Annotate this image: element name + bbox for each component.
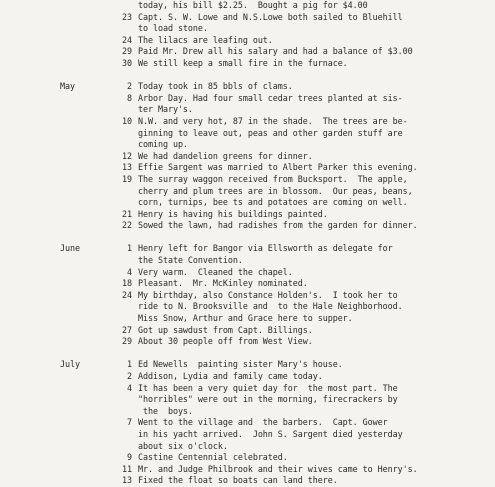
diary-line — [0, 220, 465, 232]
day-number: 24 — [122, 34, 132, 45]
diary-line — [0, 290, 465, 302]
diary-line — [0, 151, 465, 163]
entry-text: to load stone. — [138, 23, 208, 34]
month-label — [0, 58, 118, 70]
day-number — [118, 441, 138, 453]
month-label: June — [60, 243, 80, 254]
day-number: 13 — [122, 162, 132, 173]
entry-text: Capt. S. W. Lowe and N.S.Lowe both sailed to Bluehill — [138, 11, 403, 22]
diary-line — [0, 197, 465, 209]
diary-line — [0, 46, 465, 58]
day-number: 27 — [122, 324, 132, 335]
entry-text: Today took in 85 bbls of clams. — [138, 81, 293, 92]
month-label — [0, 209, 118, 221]
day-number: 23 — [122, 11, 132, 22]
month-label — [0, 441, 118, 453]
diary-line — [0, 35, 465, 47]
entry-text: Miss Snow, Arthur and Grace here to supper. — [138, 313, 353, 324]
diary-line — [0, 243, 465, 255]
month-label — [0, 0, 118, 12]
month-label — [0, 452, 118, 464]
entry-text: Mr. and Judge Philbrook and their wives came to Henry's. — [138, 463, 418, 474]
month-label — [0, 267, 118, 279]
diary-line — [0, 429, 465, 441]
diary-line — [0, 417, 465, 429]
day-number: 1 — [127, 243, 132, 254]
diary-line — [0, 162, 465, 174]
month-label — [0, 93, 118, 105]
day-number — [118, 429, 138, 441]
day-number — [118, 313, 138, 325]
day-number: 7 — [127, 417, 132, 428]
month-label — [0, 35, 118, 47]
day-number: 4 — [127, 266, 132, 277]
month-label — [0, 371, 118, 383]
entry-text: Pleasant. Mr. McKinley nominated. — [138, 278, 308, 289]
entry-text: ginning to leave out, peas and other garden stuff are — [138, 127, 403, 138]
month-label — [0, 290, 118, 302]
entry-text: Henry is having his buildings painted. — [138, 208, 328, 219]
entry-text: Sowed the lawn, had radishes from the garden for dinner. — [138, 220, 418, 231]
day-number: 18 — [122, 278, 132, 289]
entry-text: Got up sawdust from Capt. Billings. — [138, 324, 313, 335]
diary-line — [0, 441, 465, 453]
month-label — [0, 23, 118, 35]
day-number: 13 — [122, 475, 132, 486]
day-number — [118, 128, 138, 140]
month-section — [0, 0, 465, 70]
day-number: 30 — [122, 57, 132, 68]
month-label — [0, 313, 118, 325]
diary-line — [0, 58, 465, 70]
diary-line — [0, 139, 465, 151]
day-number: 24 — [122, 289, 132, 300]
entry-text: in his yacht arrived. John S. Sargent died yesterday — [138, 428, 403, 439]
day-number: 8 — [127, 92, 132, 103]
entry-text: We still keep a small fire in the furnace. — [138, 57, 348, 68]
diary-line — [0, 406, 465, 418]
entry-text: The surray waggon received from Bucksport. The apple, — [138, 173, 408, 184]
day-number: 2 — [127, 371, 132, 381]
diary-line — [0, 23, 465, 35]
entry-text: about six o'clock. — [138, 440, 228, 451]
diary-line — [0, 104, 465, 116]
entry-text: coming up. — [138, 139, 188, 150]
day-number — [118, 186, 138, 198]
month-label — [0, 151, 118, 163]
diary-line — [0, 278, 465, 290]
month-label — [0, 417, 118, 429]
month-label — [0, 429, 118, 441]
month-label — [0, 464, 118, 476]
entry-text: Castine Centennial celebrated. — [138, 452, 288, 463]
entry-text: the boys. — [138, 405, 193, 416]
entry-text: Addison, Lydia and family came today. — [138, 371, 323, 381]
entry-text: Very warm. Cleaned the chapel. — [138, 266, 293, 277]
month-label — [0, 475, 118, 487]
month-section — [0, 243, 465, 347]
diary-line — [0, 313, 465, 325]
diary-line — [0, 209, 465, 221]
entry-text: ter Mary's. — [138, 104, 193, 115]
month-label — [0, 301, 118, 313]
entry-text: We had dandelion greens for dinner. — [138, 150, 313, 161]
day-number: 22 — [122, 220, 132, 231]
entry-text: cherry and plum trees are in blossom. Our peas, beans, — [138, 185, 413, 196]
month-label — [0, 139, 118, 151]
entry-text: Henry left for Bangor via Ellsworth as delegate for — [138, 243, 393, 254]
entry-text: About 30 people off from West View. — [138, 336, 313, 347]
day-number — [118, 255, 138, 267]
entry-text: the State Convention. — [138, 255, 243, 266]
diary-line — [0, 0, 465, 12]
entry-text: Ed Newells painting sister Mary's house. — [138, 359, 343, 370]
diary-line — [0, 383, 465, 395]
diary-line — [0, 93, 465, 105]
entry-text: The lilacs are leafing out. — [138, 34, 273, 45]
diary-line — [0, 267, 465, 279]
day-number: 21 — [122, 208, 132, 219]
entry-text: It has been a very quiet day for the most part. The — [138, 382, 398, 393]
month-label — [0, 406, 118, 418]
month-label: July — [60, 359, 80, 370]
diary-line — [0, 452, 465, 464]
entry-text: Paid Mr. Drew all his salary and had a balance of $3.00 — [138, 46, 413, 57]
month-label — [0, 220, 118, 232]
month-label — [0, 336, 118, 348]
day-number: 29 — [122, 46, 132, 57]
entry-text: "horribles" were out in the morning, firecrackers by — [138, 394, 398, 405]
diary-line — [0, 475, 465, 487]
block-spacer — [0, 70, 465, 82]
day-number: 29 — [122, 336, 132, 347]
diary-line — [0, 81, 465, 93]
month-label — [0, 104, 118, 116]
diary-line — [0, 128, 465, 140]
day-number: 4 — [127, 382, 132, 393]
month-label — [0, 46, 118, 58]
month-label — [0, 325, 118, 337]
diary-line — [0, 255, 465, 267]
entry-text: My birthday, also Constance Holden's. I took her to — [138, 289, 398, 300]
block-spacer — [0, 232, 465, 244]
entry-text: Arbor Day. Had four small cedar trees planted at sis- — [138, 92, 403, 103]
diary-line — [0, 464, 465, 476]
entry-text: Went to the village and the barbers. Capt. Gower — [138, 417, 388, 428]
month-label — [0, 128, 118, 140]
day-number — [118, 0, 138, 12]
month-label — [0, 174, 118, 186]
month-label — [0, 383, 118, 395]
day-number — [118, 23, 138, 35]
day-number: 12 — [122, 150, 132, 161]
month-label — [0, 255, 118, 267]
diary-line — [0, 301, 465, 313]
diary-line — [0, 186, 465, 198]
day-number — [118, 104, 138, 116]
entry-text: today, his bill $2.25. Bought a pig for $4.00 — [138, 0, 368, 10]
month-label — [0, 116, 118, 128]
diary-line — [0, 371, 465, 383]
month-label — [0, 12, 118, 24]
entry-text: corn, turnips, bee ts and potatoes are coming on well. — [138, 197, 408, 208]
day-number: 9 — [127, 452, 132, 463]
month-label — [0, 186, 118, 198]
entry-text: Effie Sargent was married to Albert Parker this evening. — [138, 162, 418, 173]
day-number: 19 — [122, 173, 132, 184]
month-label — [0, 197, 118, 209]
day-number: 2 — [127, 81, 132, 92]
diary-line — [0, 359, 465, 371]
entry-text: Fixed the float so boats can land there. — [138, 475, 338, 486]
month-label — [0, 162, 118, 174]
diary-line — [0, 174, 465, 186]
month-section — [0, 81, 465, 232]
entry-text: ride to N. Brooksville and to the Hale Neighborhood. — [138, 301, 403, 312]
day-number: 10 — [122, 115, 132, 126]
day-number — [118, 406, 138, 418]
month-section — [0, 359, 465, 487]
day-number — [118, 139, 138, 151]
day-number — [118, 197, 138, 209]
month-label — [0, 278, 118, 290]
diary-line — [0, 336, 465, 348]
day-number: 1 — [127, 359, 132, 370]
month-label: May — [60, 81, 75, 92]
diary-line — [0, 325, 465, 337]
diary-line — [0, 12, 465, 24]
day-number: 11 — [122, 463, 132, 474]
diary-line — [0, 116, 465, 128]
day-number — [118, 301, 138, 313]
block-spacer — [0, 348, 465, 360]
entry-text: N.W. and very hot, 87 in the shade. The trees are be- — [138, 115, 408, 126]
